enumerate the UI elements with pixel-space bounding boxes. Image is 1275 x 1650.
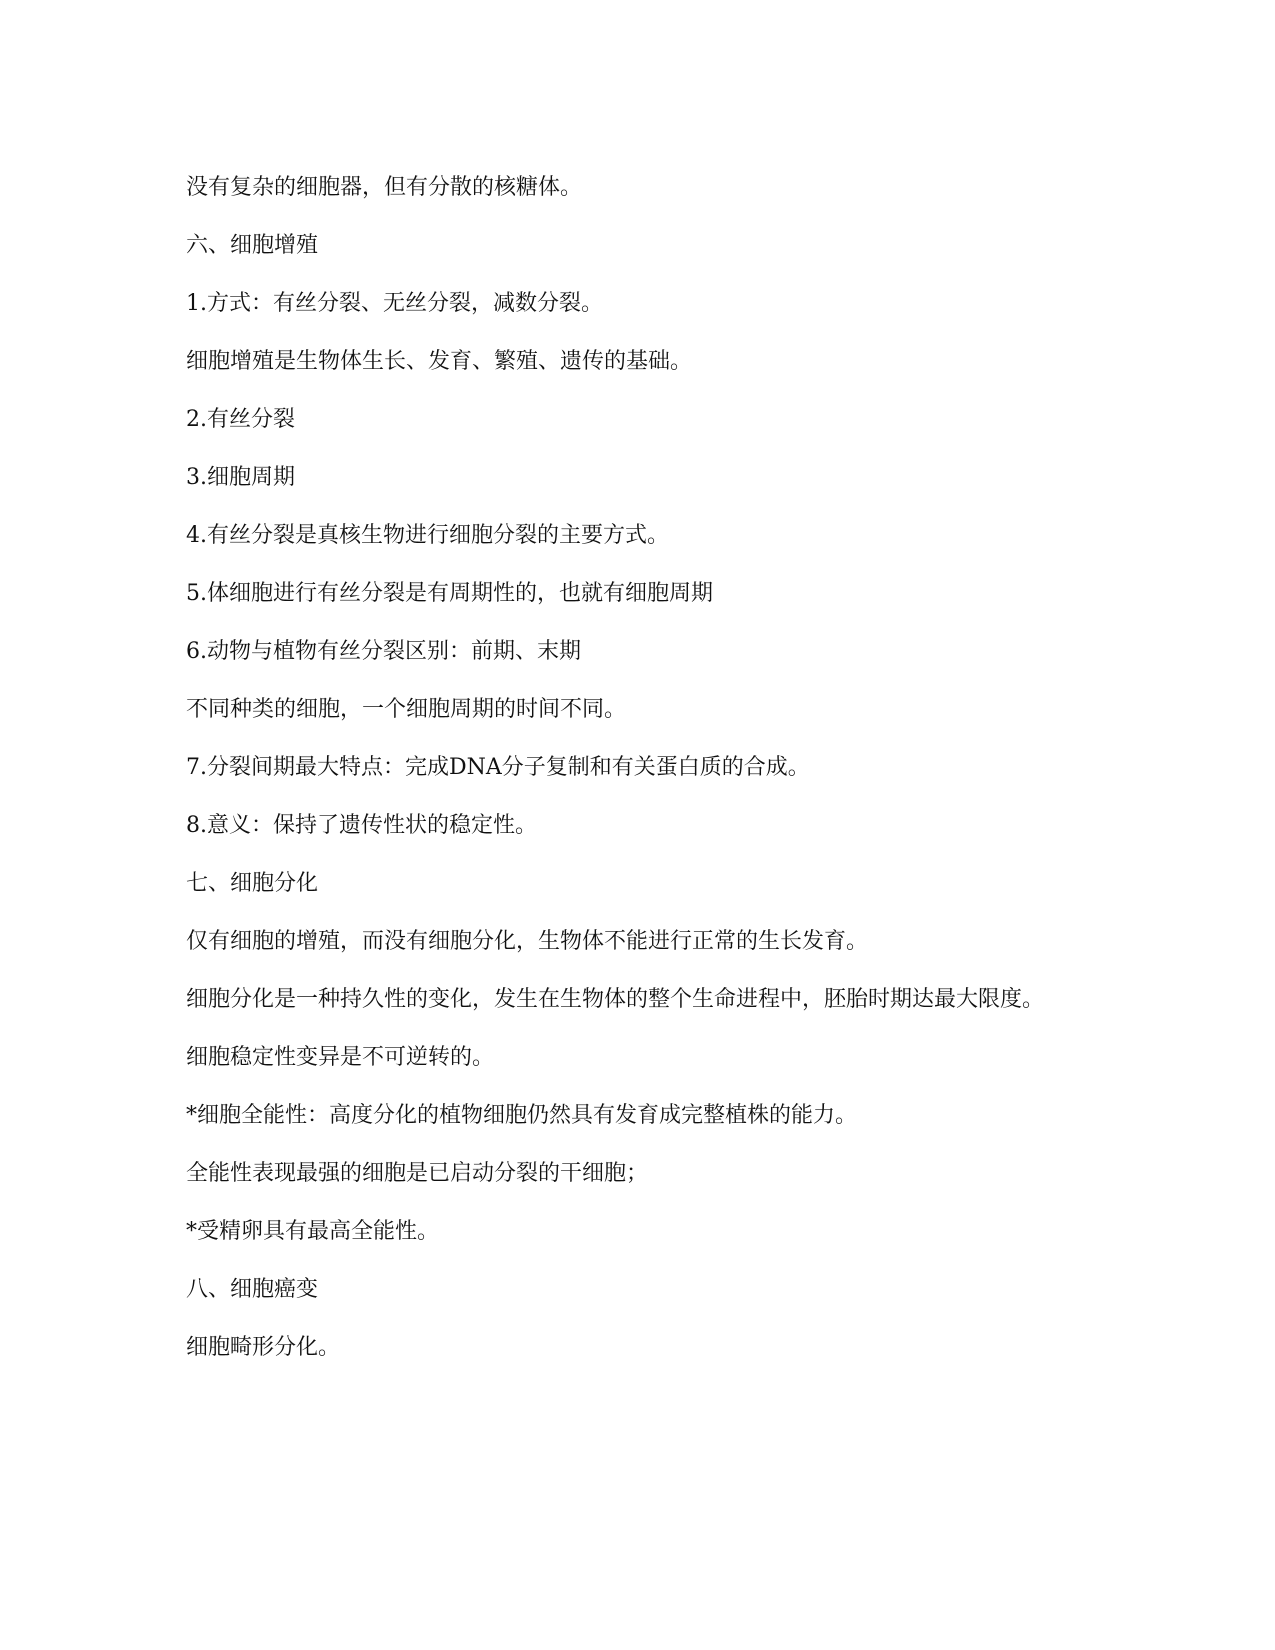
paragraph-interphase: 7.分裂间期最大特点：完成DNA分子复制和有关蛋白质的合成。	[186, 755, 810, 780]
paragraph-cycle-time: 不同种类的细胞，一个细胞周期的时间不同。	[186, 697, 627, 722]
paragraph-mitosis: 2.有丝分裂	[186, 407, 295, 432]
paragraph-animal-plant-difference: 6.动物与植物有丝分裂区别：前期、末期	[186, 639, 581, 664]
paragraph-totipotency: *细胞全能性：高度分化的植物细胞仍然具有发育成完整植株的能力。	[186, 1103, 858, 1128]
heading-cell-proliferation: 六、细胞增殖	[186, 233, 319, 258]
document-body	[186, 172, 1086, 1390]
paragraph-proliferation-basis: 细胞增殖是生物体生长、发育、繁殖、遗传的基础。	[186, 349, 693, 374]
paragraph-abnormal-differentiation: 细胞畸形分化。	[186, 1335, 341, 1360]
paragraph-somatic-cycle: 5.体细胞进行有丝分裂是有周期性的，也就有细胞周期	[186, 581, 713, 606]
paragraph-zygote: *受精卵具有最高全能性。	[186, 1219, 440, 1244]
paragraph-stem-cells: 全能性表现最强的细胞是已启动分裂的干细胞；	[186, 1161, 649, 1186]
paragraph-no-differentiation: 仅有细胞的增殖，而没有细胞分化，生物体不能进行正常的生长发育。	[186, 929, 869, 954]
paragraph-persistent-change: 细胞分化是一种持久性的变化，发生在生物体的整个生命进程中，胚胎时期达最大限度。	[186, 987, 1045, 1012]
paragraph-division-methods: 1.方式：有丝分裂、无丝分裂，减数分裂。	[186, 291, 603, 316]
paragraph-mitosis-main-way: 4.有丝分裂是真核生物进行细胞分裂的主要方式。	[186, 523, 669, 548]
paragraph-ribosome: 没有复杂的细胞器，但有分散的核糖体。	[186, 175, 583, 200]
paragraph-significance: 8.意义：保持了遗传性状的稳定性。	[186, 813, 537, 838]
heading-cell-differentiation: 七、细胞分化	[186, 871, 319, 896]
paragraph-cell-cycle: 3.细胞周期	[186, 465, 295, 490]
paragraph-irreversible: 细胞稳定性变异是不可逆转的。	[186, 1045, 495, 1070]
heading-cell-cancer: 八、细胞癌变	[186, 1277, 319, 1302]
